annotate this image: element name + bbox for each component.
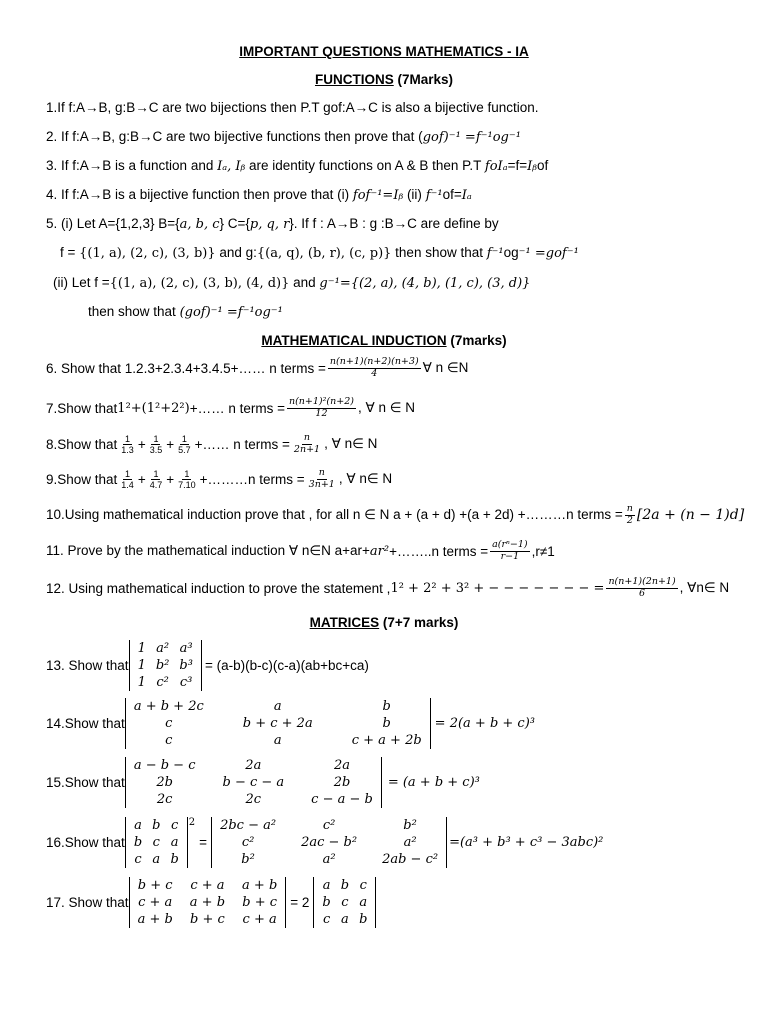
question-11: 11. Prove by the mathematical induction ∀ n∈N a+ar+ ar² +……..n terms = $\frac{\text{a(rⁿ−1)}}{r-1}$ ,r≠1 [46, 539, 555, 562]
question-2: 2. If f:A→B, g:B→C are two bijective functions then prove that (gof)⁻¹ =f⁻¹og⁻¹ [46, 129, 521, 145]
question-15: 15.Show that a − b − c 2a 2a 2b b − c − a 2b 2c 2c c − a − b = (a + b + c)³ [46, 758, 480, 807]
determinant: a b c b c a c a b [125, 817, 188, 868]
section-heading-induction: MATHEMATICAL INDUCTION (7marks) [261, 333, 507, 348]
question-3: 3. If f:A→B is a function and Iₐ, Iᵦ are identity functions on A & B then P.T foIₐ=f=Iᵦof [46, 158, 549, 174]
question-7: 7.Show that 1²+(1²+2²) +…… n terms = $\frac{\text{n(n+1)²(n+2)}}{12}$ , ∀ n ∈ N [46, 396, 415, 419]
question-1: 1.If f:A→B, g:B→C are two bijections then P.T gof:A→C is also a bijective function. [46, 100, 539, 115]
determinant: a − b − c 2a 2a 2b b − c − a 2b 2c 2c c − a − b [125, 757, 382, 808]
section-heading-matrices: MATRICES (7+7 marks) [309, 615, 459, 630]
question-8: 8.Show that $\frac{1}{1.3}$ + $\frac{1}{3.5}$ + $\frac{1}{5.7}$ +…… n terms = $\frac{n}{2n+1}$ , ∀ n∈ N [46, 432, 378, 455]
determinant: a + b + 2c a b c b + c + 2a b c a c + a + 2b [125, 698, 431, 749]
question-5-part-i: 5. (i) Let A={1,2,3} B={a, b, c} C={p, q, r}. If f : A→B : g :B→C are define by [46, 216, 499, 232]
question-16: 16.Show that a b c b c a c a b 2 = 2bc − a² c² b² c² 2ac − b² a² b² a² 2ab − c² =(a³ + b³ + c³ − 3abc)² [46, 817, 604, 867]
question-6: 6. Show that 1.2.3+2.3.4+3.4.5+…… n terms = $\frac{n(n+1)(n+2)(n+3)}{4}$ ∀ n ∈N [46, 356, 469, 379]
determinant: a b c b c a c a b [313, 877, 376, 928]
section-heading-functions: FUNCTIONS (7Marks) [314, 72, 454, 87]
determinant: 1 a² a³ 1 b² b³ 1 c² c³ [129, 640, 202, 691]
question-5-conclusion: then show that (gof)⁻¹ =f⁻¹og⁻¹ [88, 304, 283, 320]
determinant: b + c c + a a + b c + a a + b b + c a + b b + c c + a [129, 877, 287, 928]
question-5-part-ii: (ii) Let f ={(1, a), (2, c), (3, b), (4, d)} and g⁻¹={(2, a), (4, b), (1, c), (3, d)} [53, 275, 531, 291]
question-10: 10.Using mathematical induction prove that , for all n ∈ N a + (a + d) +(a + 2d) +………n terms = $\frac{n}{2}$ [2a + (n − 1)d] [46, 503, 745, 526]
question-17: 17. Show that b + c c + a a + b c + a a + b b + c a + b b + c c + a = 2 a b c b c a c a b [46, 877, 376, 928]
question-13: 13. Show that 1 a² a³ 1 b² b³ 1 c² c³ = (a-b)(b-c)(c-a)(ab+bc+ca) [46, 641, 369, 690]
page-title: IMPORTANT QUESTIONS MATHEMATICS - IA [239, 44, 529, 59]
question-5-mappings: f = {(1, a), (2, c), (3, b)} and g:{(a, q), (b, r), (c, p)} then show that f⁻¹og⁻¹ =gof⁻¹ [60, 245, 579, 261]
question-14: 14.Show that a + b + 2c a b c b + c + 2a b c a c + a + 2b = 2(a + b + c)³ [46, 699, 535, 748]
question-4: 4. If f:A→B is a bijective function then prove that (i) fof⁻¹=Iᵦ (ii) f⁻¹of=Iₐ [46, 187, 472, 203]
question-9: 9.Show that $\frac{1}{1.4}$ + $\frac{1}{4.7}$ + $\frac{1}{7.10}$ +………n terms = $\frac{n}{3n+1}$ , ∀ n∈ N [46, 467, 393, 490]
determinant: 2bc − a² c² b² c² 2ac − b² a² b² a² 2ab − c² [211, 817, 447, 868]
question-12: 12. Using mathematical induction to prove the statement , 1² + 2² + 3² + − − − − − − − = $\frac{n(n+1)(2n+1)}{6}$ , ∀n∈ N [46, 576, 730, 599]
